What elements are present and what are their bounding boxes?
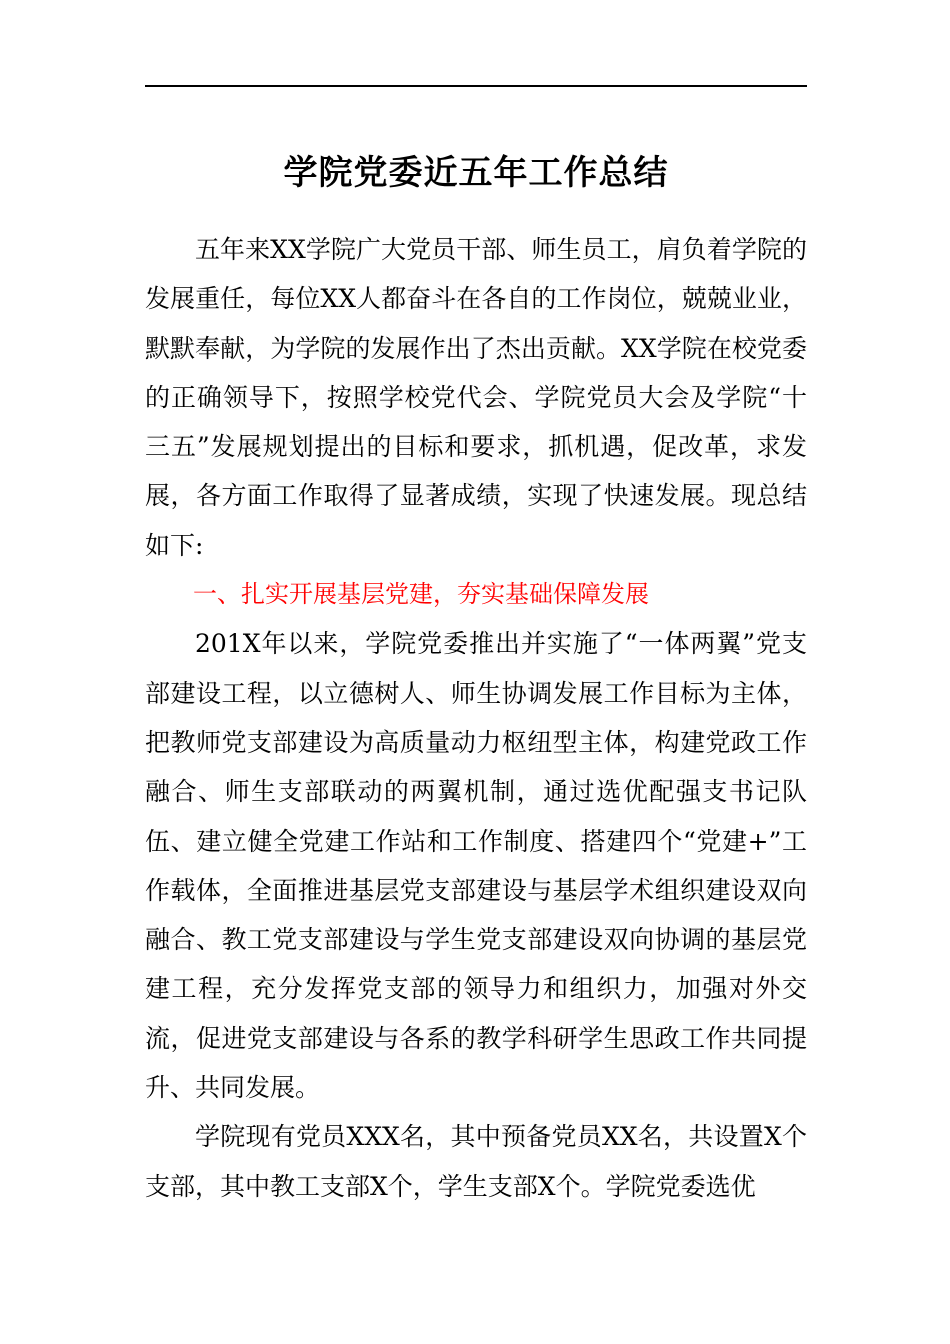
- intro-paragraph: 五年来XX学院广大党员干部、师生员工，肩负着学院的发展重任，每位XX人都奋斗在各自的工作岗位，兢兢业业，默默奉献，为学院的发展作出了杰出贡献。XX学院在校党委的正确领导下，按照学校党代会、学院党员大会及学院“十三五”发展规划提出的目标和要求，抓机遇，促改革，求发展，各方面工作取得了显著成绩，实现了快速发展。现总结如下:: [145, 235, 807, 560]
- section-paragraph: 201X年以来，学院党委推出并实施了“一体两翼”党支部建设工程，以立德树人、师生协调发展工作目标为主体，把教师党支部建设为高质量动力枢纽型主体，构建党政工作融合、师生支部联动的两翼机制，通过选优配强支书记队伍、建立健全党建工作站和工作制度、搭建四个“党建+”工作载体，全面推进基层党支部建设与基层学术组织建设双向融合、教工党支部建设与学生党支部建设双向协调的基层党建工程，充分发挥党支部的领导力和组织力，加强对外交流，促进党支部建设与各系的教学科研学生思政工作共同提升、共同发展。: [145, 629, 807, 1103]
- section-heading: 一、扎实开展基层党建，夯实基础保障发展: [193, 580, 649, 609]
- section-paragraph: 学院现有党员XXX名，其中预备党员XX名，共设置X个支部，其中教工支部X个，学生支部X个。学院党委选优: [145, 1122, 807, 1201]
- document-body: [145, 225, 807, 1211]
- header-rule: [145, 85, 807, 87]
- document-title: 学院党委近五年工作总结: [283, 153, 669, 193]
